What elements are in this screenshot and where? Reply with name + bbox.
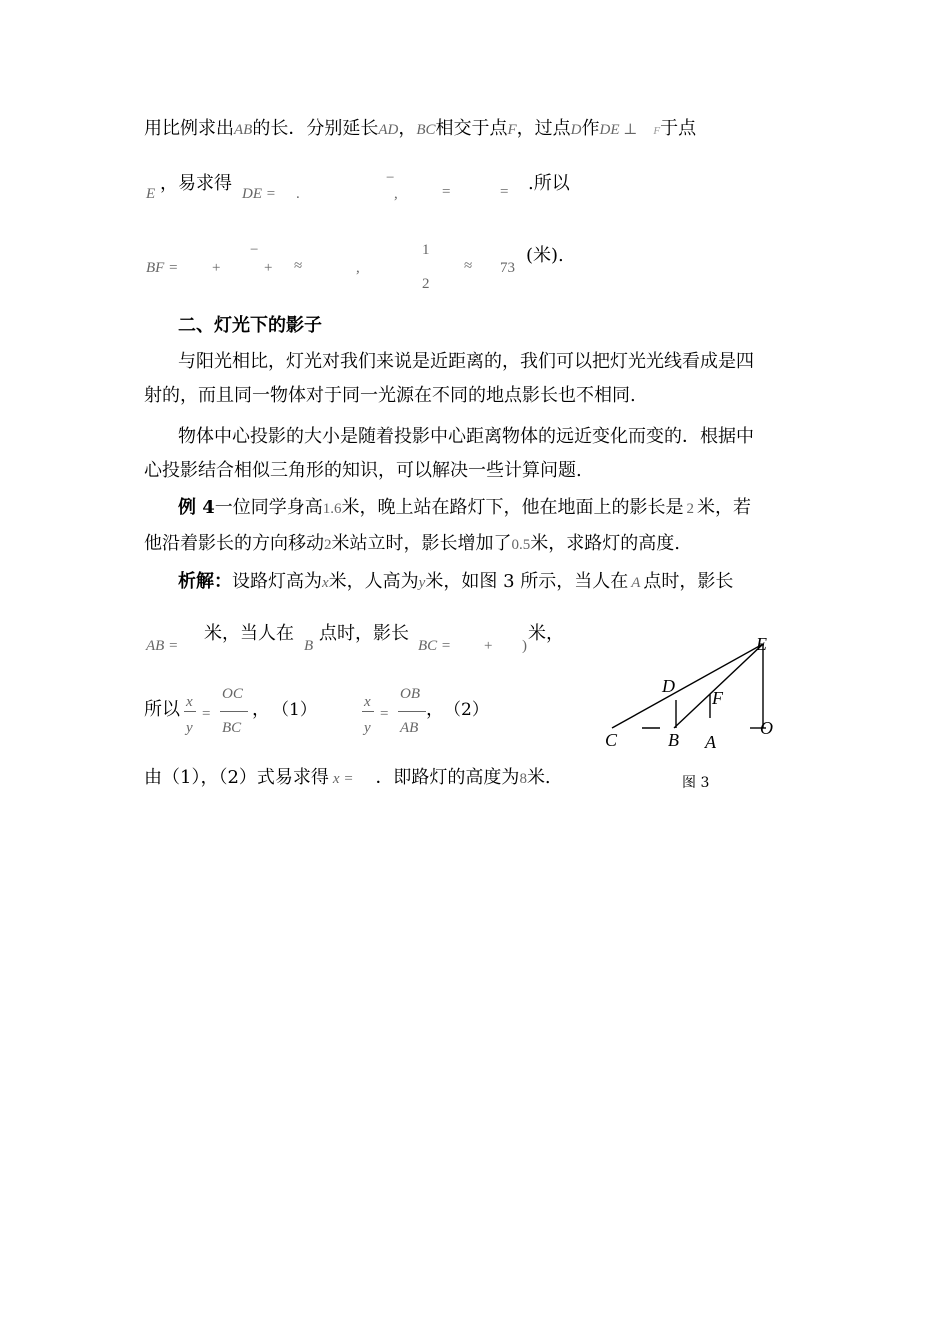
number: 8 [519,771,527,787]
analysis-line-3 [144,686,504,742]
text: 米，晚上站在路灯下，他在地面上的影长是 [341,497,684,518]
para-line-2 [146,170,586,208]
number: 2 [324,537,332,553]
text: 相交于点 [435,118,508,139]
fraction-x-over-y [362,690,374,740]
math-fragment: = [442,184,451,200]
text: 米，若 [697,497,752,518]
text: 他沿着影长的方向移动 [144,533,324,554]
text: 米，当人在 [204,623,294,644]
equals: = [380,706,389,722]
math-ad: AD [378,122,399,138]
denominator: AB [400,720,419,736]
math-fragment: ≈ [464,258,473,274]
math-bc-eq: BC = [418,638,452,654]
math-x-eq: x = [332,771,354,787]
text: 于点 [660,118,697,139]
equation-tag: （2） [444,700,489,720]
fraction-x-over-y [184,690,196,740]
math-fragment: ≈ [294,258,303,274]
math-ab: AB [234,122,253,138]
math-fragment: 1 [422,242,430,258]
section-title: 二、灯光下的影子 [178,315,322,336]
math-fragment: = [500,184,509,200]
math-b: B [304,638,314,654]
math-de-perp: DE ⊥ [599,122,638,138]
text: 所以 [144,699,180,720]
text: 用比例求出 [144,118,234,139]
equation-tag: （1） [272,700,317,720]
text: ，过点 [516,118,571,139]
text: 设路灯高为 [232,571,322,592]
example-line-1 [178,496,751,521]
analysis-line-1 [178,570,733,595]
numerator: x [186,694,193,710]
text: 由（1），（2）式易求得 [144,767,329,788]
text: 米站立时，影长增加了 [331,533,512,554]
para-line: 心投影结合相似三角形的知识，可以解决一些计算问题. [144,460,582,481]
math-ghost-f: F [653,125,661,137]
label-c: C [605,730,618,750]
denominator: y [364,720,371,736]
text: 米，人高为 [328,571,419,592]
analysis-label: 析解： [178,571,232,592]
text: ， [426,699,444,720]
para-line-1 [144,117,696,143]
analysis-line-2 [146,622,576,652]
numerator: OC [222,686,243,702]
math-fragment: − [250,242,259,258]
text: ， [398,118,417,139]
text: ，易求得 [160,173,232,194]
label-e: E [756,634,767,654]
math-fragment: − [386,170,395,186]
label-o: O [760,718,773,738]
label-b: B [668,730,679,750]
math-fragment: , [394,186,398,202]
text: 的长．分别延长 [252,118,379,139]
label-f: F [712,688,723,708]
analysis-line-4 [144,766,551,791]
fraction-ob-over-ab [398,686,428,740]
para-line: 射的，而且同一物体对于同一光源在不同的地点影长也不相同. [144,385,636,406]
fraction-oc-over-bc [220,686,250,740]
math-e: E [146,186,156,202]
figure-3-diagram [598,628,788,758]
para-line: 与阳光相比，灯光对我们来说是近距离的，我们可以把灯光光线看成是四 [178,351,754,372]
text: (米). [526,245,564,266]
text: 米， [528,623,564,644]
math-fragment: ) [522,638,527,654]
example-line-2 [144,532,680,557]
math-y: y [418,575,426,591]
math-bf-eq: BF = [146,260,179,276]
example-label: 例 4 [178,497,215,518]
math-a: A [631,575,641,591]
text: 作 [581,118,600,139]
math-fragment: + [264,260,273,276]
math-fragment: + [484,638,493,654]
numerator: OB [400,686,420,702]
text: 米，求路灯的高度. [530,533,680,554]
para-line-3 [146,240,586,290]
number: 1.6 [322,501,342,517]
para-line: 物体中心投影的大小是随着投影中心距离物体的远近变化而变的．根据中 [178,426,754,447]
text: 点时，影长 [319,623,409,644]
math-fragment: . [296,186,300,202]
text: ．即路灯的高度为 [375,767,520,788]
math-fragment: 73 [500,260,515,276]
math-x: x [322,575,329,591]
number: 0.5 [511,537,531,553]
figure-caption: 图 3 [682,775,710,791]
math-ab-eq: AB = [146,638,179,654]
label-a: A [705,732,716,752]
math-d: D [570,122,582,138]
text: 米，如图 3 所示，当人在 [425,571,629,592]
math-bc: BC [416,122,436,138]
equals: = [202,706,211,722]
text: 点时，影长 [643,571,734,592]
math-de-eq: DE = [242,186,276,202]
math-fragment: 2 [422,276,430,292]
math-fragment: + [212,260,221,276]
numerator: x [364,694,371,710]
text: 一位同学身高 [214,497,323,518]
number: 2 [686,501,695,517]
denominator: BC [222,720,242,736]
label-d: D [662,676,675,696]
text: ， [252,699,270,720]
math-f: F [507,122,517,138]
text: .所以 [528,173,570,194]
denominator: y [186,720,193,736]
text: 米. [526,767,551,788]
math-fragment: , [356,260,360,276]
